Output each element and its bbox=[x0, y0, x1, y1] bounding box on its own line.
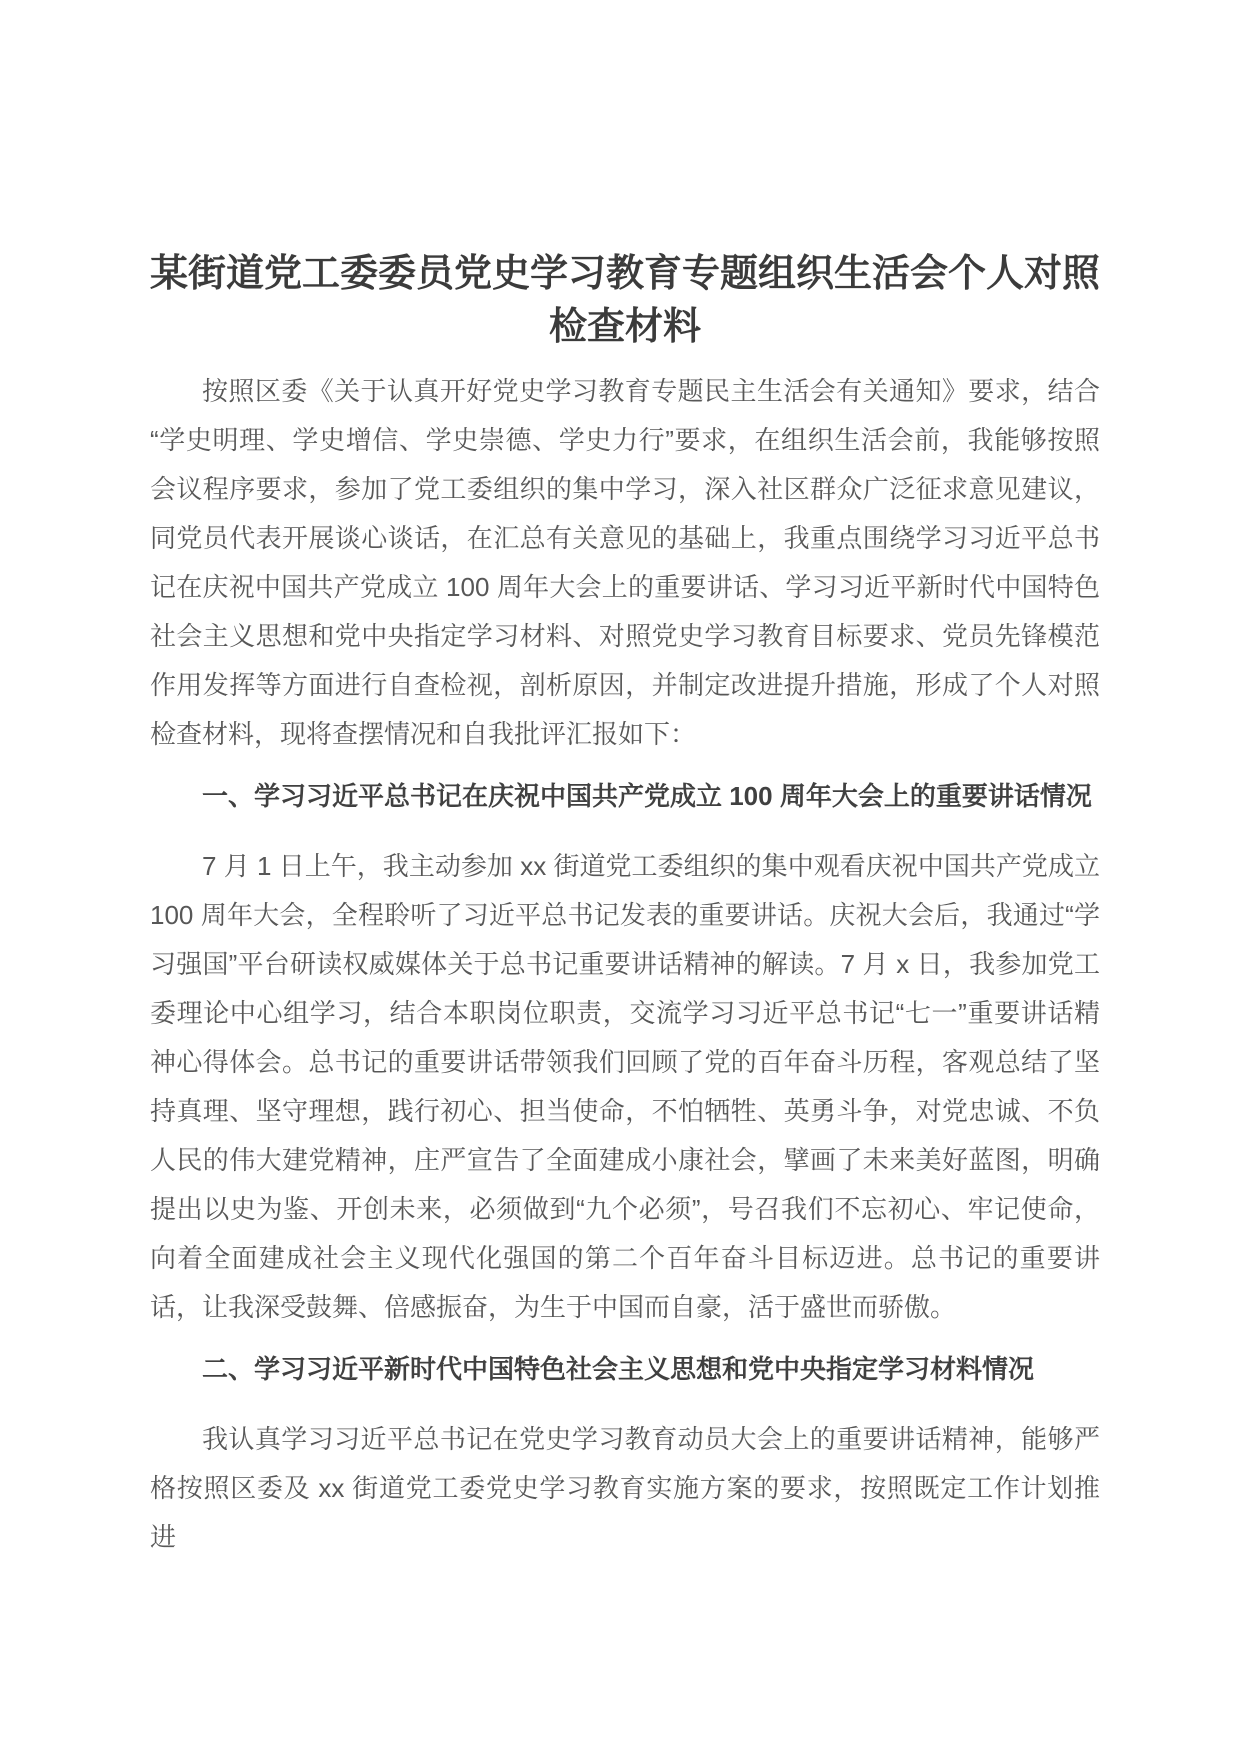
document-title: 某街道党工委委员党史学习教育专题组织生活会个人对照检查材料 bbox=[150, 253, 1101, 348]
paragraph-section-2: 我认真学习习近平总书记在党史学习教育动员大会上的重要讲话精神，能够严格按照区委及 xx 街道党工委党史学习教育实施方案的要求，按照既定工作计划推进 bbox=[150, 1424, 1100, 1552]
section-heading-2: 二、学习习近平新时代中国特色社会主义思想和党中央指定学习材料情况 bbox=[202, 1354, 1035, 1384]
paragraph-intro: 按照区委《关于认真开好党史学习教育专题民主生活会有关通知》要求，结合“学史明理、学史增信、学史崇德、学史力行”要求，在组织生活会前，我能够按照会议程序要求，参加了党工委组织的集中学习，深入社区群众广泛征求意见建议，同党员代表开展谈心谈话，在汇总有关意见的基础上，我重点围绕学习习近平总书记在庆祝中国共产党成立 100 周年大会上的重要讲话、学习习近平新时代中国特色社会主义思想和党中央指定学习材料、对照党史学习教育目标要求、党员先锋模范作用发挥等方面进行自查检视，剖析原因，并制定改进提升措施，形成了个人对照检查材料，现将查摆情况和自我批评汇报如下： bbox=[150, 376, 1100, 749]
section-heading-1: 一、学习习近平总书记在庆祝中国共产党成立 100 周年大会上的重要讲话情况 bbox=[202, 781, 1092, 811]
paragraph-section-1: 7 月 1 日上午，我主动参加 xx 街道党工委组织的集中观看庆祝中国共产党成立 100 周年大会，全程聆听了习近平总书记发表的重要讲话。庆祝大会后，我通过“学习强国”平台研读权威媒体关于总书记重要讲话精神的解读。7 月 x 日，我参加党工委理论中心组学习，结合本职岗位职责，交流学习习近平总书记“七一”重要讲话精神心得体会。总书记的重要讲话带领我们回顾了党的百年奋斗历程，客观总结了坚持真理、坚守理想，践行初心、担当使命，不怕牺牲、英勇斗争，对党忠诚、不负人民的伟大建党精神，庄严宣告了全面建成小康社会，擘画了未来美好蓝图，明确提出以史为鉴、开创未来，必须做到“九个必须”，号召我们不忘初心、牢记使命，向着全面建成社会主义现代化强国的第二个百年奋斗目标迈进。总书记的重要讲话，让我深受鼓舞、倍感振奋，为生于中国而自豪，活于盛世而骄傲。 bbox=[150, 851, 1100, 1322]
